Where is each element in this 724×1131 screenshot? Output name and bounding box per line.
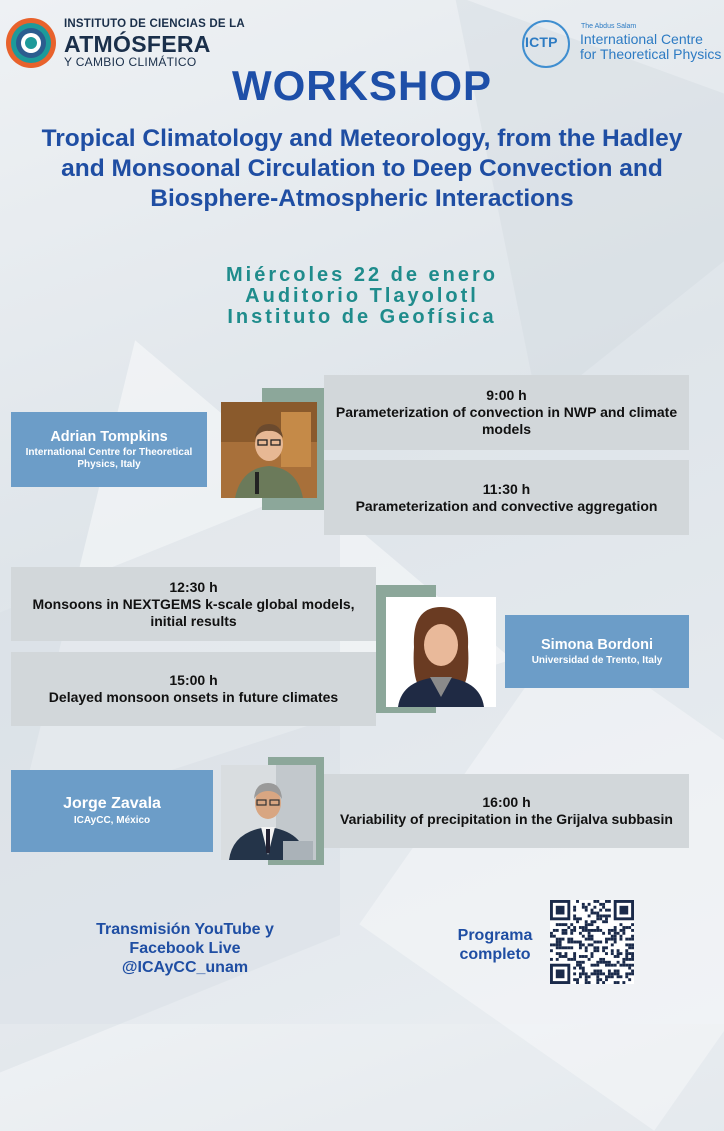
qr-code-icon[interactable] [550,900,634,984]
speaker-affiliation: International Centre for Theoretical Physics, Italy [25,446,193,470]
talk-time: 15:00 h [169,672,218,688]
talk-title: Monsoons in NEXTGEMS k-scale global models, initial results [32,595,355,629]
speaker-card-tompkins [11,412,207,487]
qr-pattern [550,900,634,984]
talk-title: Parameterization and convective aggregation [355,497,658,514]
program-line1: Programa [457,927,533,944]
speaker-photo-zavala [221,765,316,860]
icaycc-line1: INSTITUTO DE CIENCIAS DE LA [64,18,245,30]
speaker-name: Jorge Zavala [63,795,161,812]
ictp-name [580,32,721,62]
speaker-card-zavala [11,770,213,852]
speaker-photo-tompkins [221,402,317,498]
stream-handle[interactable]: @ICAyCC_unam [121,959,249,976]
talk-time: 12:30 h [169,578,218,595]
talk-time: 9:00 h [486,387,527,403]
talk-card [324,460,689,535]
event-kind: WORKSHOP [232,62,492,109]
stream-line2: Facebook Live [129,940,241,957]
speaker-name: Adrian Tompkins [50,428,168,445]
ictp-name-line2: for Theoretical Physics [580,46,722,62]
talk-card [324,375,689,450]
ictp-small: The Abdus Salam [581,23,637,30]
event-venue: Auditorio Tlayolotl [245,285,479,307]
event-title: Tropical Climatology and Meteorology, from the Hadley and Monsoonal Circulation to Deep Convection and Biosphere-Atmospheric Interactions [41,125,683,212]
talk-title: Delayed monsoon onsets in future climates [48,689,339,705]
talk-title: Variability of precipitation in the Grijalva subbasin [340,811,673,827]
person-icon [221,765,316,860]
talk-card [324,774,689,848]
speaker-photo-bordoni [386,597,496,707]
talk-time: 11:30 h [482,480,531,497]
person-icon [221,402,317,498]
talk-title: Parameterization of convection in NWP and climate models [335,404,678,437]
event-date: Miércoles 22 de enero [226,264,498,286]
icaycc-line2: ATMÓSFERA [64,31,211,57]
stream-info [70,920,300,977]
ictp-mark: ICTP [525,34,558,50]
speaker-affiliation: Universidad de Trento, Italy [531,654,663,666]
speaker-card-bordoni [505,615,689,688]
talk-card [11,652,376,726]
program-line2: completo [459,946,531,963]
ictp-name-line1: International Centre [580,31,703,47]
stream-line1: Transmisión YouTube y [96,921,274,938]
talk-time: 16:00 h [482,794,531,810]
event-institute: Instituto de Geofísica [227,306,497,328]
talk-card [11,567,376,641]
person-icon [386,597,496,707]
speaker-affiliation: ICAyCC, México [73,815,151,826]
program-label [440,926,550,964]
event-date-block [0,265,724,328]
icaycc-line3: Y CAMBIO CLIMÁTICO [64,55,197,69]
speaker-name: Simona Bordoni [541,636,653,653]
